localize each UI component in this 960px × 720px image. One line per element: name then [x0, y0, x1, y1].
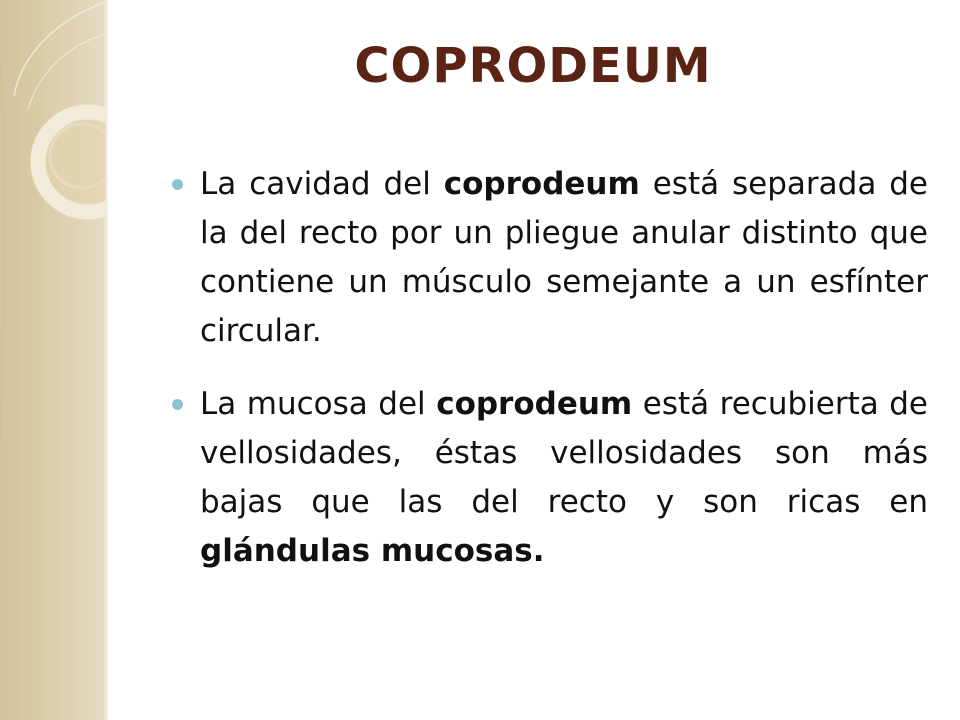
decorative-arc-left: [0, 60, 5, 440]
bullet-bold-term: glándulas mucosas.: [200, 533, 545, 569]
bullet-bold-term: coprodeum: [436, 386, 633, 422]
bullet-dot-icon: [172, 399, 183, 410]
decorative-rings: [0, 0, 106, 720]
decorative-arc-top: [14, 2, 106, 96]
bullet-text: La cavidad del: [200, 166, 444, 202]
bullet-dot-icon: [172, 179, 183, 190]
bullet-item: [172, 160, 928, 356]
slide-title: COPRODEUM: [354, 38, 712, 94]
bullet-list: [172, 160, 928, 600]
bullet-text: La mucosa del: [200, 386, 437, 422]
bullet-bold-term: coprodeum: [443, 166, 640, 202]
bullet-text: está recubierta de vellosidades, éstas vellosidades son más bajas que las del recto y son ricas en: [200, 386, 928, 520]
bullet-item: [172, 380, 928, 576]
bullet-text: está separada de la del recto por un pliegue anular distinto que contiene un músculo semejante a un esfínter circular.: [200, 166, 928, 349]
